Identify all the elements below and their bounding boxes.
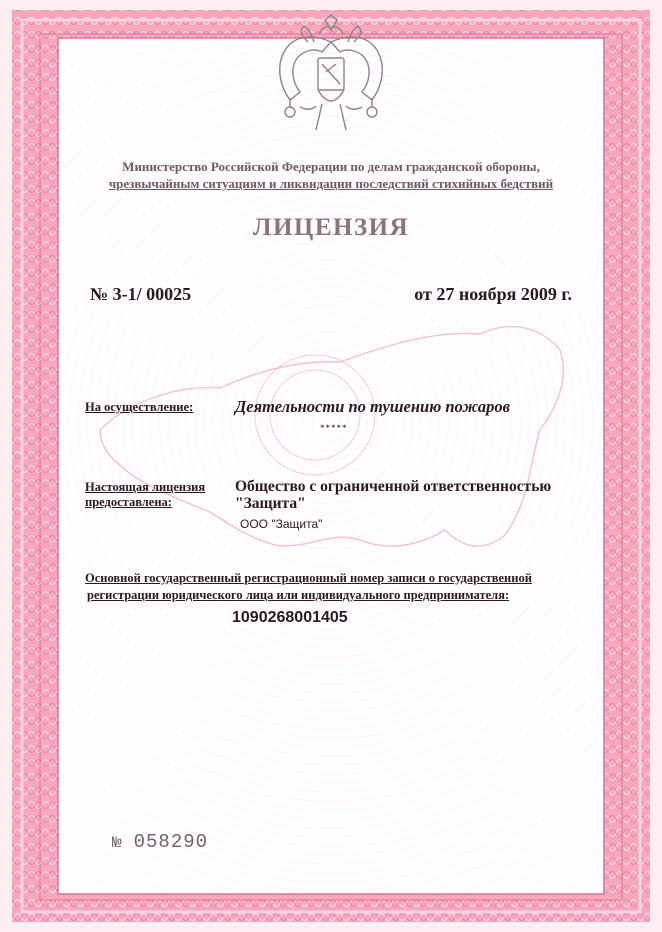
serial-value: 058290 [133,831,209,853]
coat-of-arms-icon [270,12,392,142]
licensee-label-line-1: Настоящая лицензия [85,480,206,494]
licensee-full-line-2: "Защита" [235,495,306,512]
russia-map-watermark [60,290,580,610]
registration-number: 1090268001405 [232,609,348,626]
activity-value: Деятельности по тушению пожаров [235,397,511,416]
ministry-line-2: чрезвычайным ситуациям и ликвидации последствий стихийных бедствий [108,176,554,191]
registration-label-line-1: Основной государственный регистрационный номер записи о государственной [85,571,532,585]
license-number: № 3-1/ 00025 [90,284,192,304]
ministry-header [0,158,662,192]
blank-serial-number [112,831,208,853]
ministry-line-1: Министерство Российской Федерации по делам гражданской обороны, [122,159,540,174]
activity-label: На осуществление: [85,400,194,414]
serial-prefix: № [112,834,122,852]
licensee-full-line-1: Общество с ограниченной ответственностью [235,478,552,495]
registration-label [85,570,585,604]
licensee-label [85,480,205,510]
activity-stars: ***** [320,423,348,433]
registration-label-line-2: регистрации юридического лица или индивидуального предпринимателя: [87,588,510,602]
licensee-full-name [235,478,585,512]
page-title: ЛИЦЕНЗИЯ [252,214,410,241]
licensee-label-line-2: предоставлена: [85,495,172,509]
license-date: от 27 ноября 2009 г. [414,284,572,304]
licensee-short-name: ООО "Защита" [240,517,323,531]
